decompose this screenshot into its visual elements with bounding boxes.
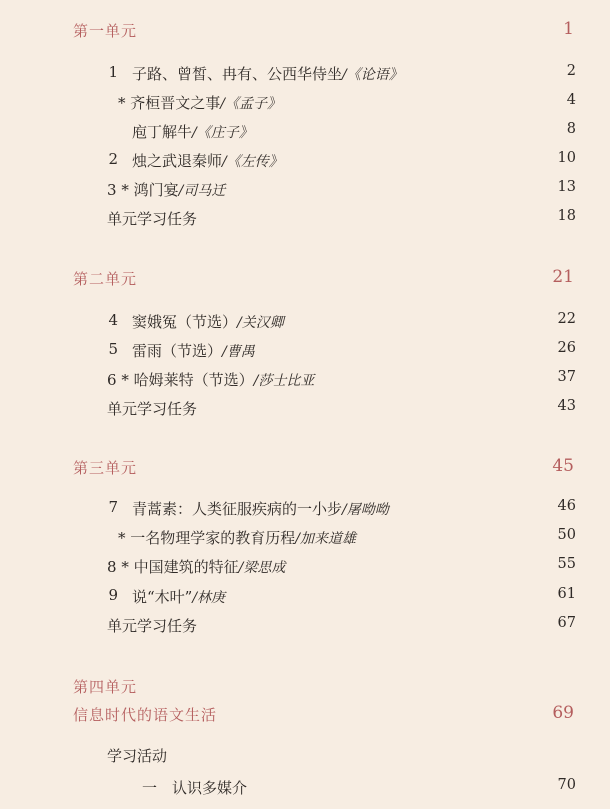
toc-entry[interactable] [0, 527, 610, 549]
entry-author: /曹禺 [222, 344, 255, 360]
entry-page: 46 [557, 498, 576, 514]
entry-page: 18 [557, 208, 576, 224]
entry-title: 单元学习任务 [107, 617, 198, 635]
entry-author: /加来道雄 [295, 531, 357, 547]
entry-number: 7 [108, 498, 118, 516]
entry-page: 43 [557, 398, 576, 414]
entry-page: 61 [557, 586, 576, 602]
unit-4-subtitle: 信息时代的语文生活 [73, 706, 218, 724]
toc-entry[interactable] [0, 340, 610, 362]
entry-title: 说“木叶” [132, 588, 193, 606]
toc-entry-unit-task[interactable] [0, 208, 610, 230]
toc-entry[interactable] [0, 369, 610, 391]
unit-1-title: 第一单元 [73, 22, 138, 40]
entry-title: 中国建筑的特征 [133, 558, 239, 576]
entry-author: /《孟子》 [220, 96, 282, 112]
entry-title: 雷雨（节选） [132, 342, 223, 360]
entry-number: 6 [107, 371, 117, 389]
entry-title: 庖丁解牛 [132, 123, 193, 141]
entry-number: 9 [108, 586, 118, 604]
entry-page: 50 [557, 527, 576, 543]
entry-title: 窦娥冤（节选） [132, 313, 238, 331]
unit-4-title: 第四单元 [73, 678, 138, 696]
entry-title: 烛之武退秦师 [132, 152, 223, 170]
entry-author: /梁思成 [238, 560, 286, 576]
star-marker: * [116, 181, 134, 199]
entry-author: /林庚 [192, 590, 226, 606]
star-marker: * [116, 371, 134, 389]
entry-author: /莎士比亚 [253, 373, 315, 389]
entry-page: 37 [557, 369, 576, 385]
toc-entry[interactable] [0, 92, 610, 114]
entry-page: 8 [566, 121, 576, 137]
entry-title: 认识多媒介 [172, 779, 248, 797]
entry-number: 8 [107, 558, 117, 576]
entry-page: 2 [566, 63, 576, 79]
entry-page: 26 [557, 340, 576, 356]
entry-title: 哈姆莱特（节选） [133, 371, 254, 389]
entry-title: 青蒿素：人类征服疾病的一小步 [132, 500, 343, 518]
entry-title: 鸿门宴 [133, 181, 179, 199]
entry-page: 22 [557, 311, 576, 327]
toc-entry[interactable] [0, 311, 610, 333]
entry-title: 齐桓晋文之事 [130, 94, 221, 112]
star-marker: * [118, 529, 131, 547]
entry-page: 70 [557, 777, 576, 793]
entry-title: 一名物理学家的教育历程 [130, 529, 296, 547]
entry-author: /《庄子》 [192, 125, 253, 141]
entry-number: 4 [108, 311, 118, 329]
entry-page: 13 [557, 179, 576, 195]
entry-author: /司马迁 [178, 183, 226, 199]
entry-page: 67 [557, 615, 576, 631]
star-marker: * [116, 558, 134, 576]
entry-page: 4 [566, 92, 576, 108]
toc-entry[interactable] [0, 63, 610, 85]
unit-2-title: 第二单元 [73, 270, 138, 288]
entry-number: 1 [108, 63, 118, 81]
entry-author: /《左传》 [222, 154, 283, 170]
entry-title: 单元学习任务 [107, 400, 198, 418]
unit-4-page: 69 [552, 703, 574, 723]
toc-entry[interactable] [0, 150, 610, 172]
activity-heading [0, 745, 610, 767]
entry-author: /关汉卿 [237, 315, 284, 331]
entry-page: 55 [557, 556, 576, 572]
entry-number: 3 [107, 181, 117, 199]
entry-number: 一 [142, 779, 158, 797]
entry-page: 10 [557, 150, 576, 166]
unit-3-title: 第三单元 [73, 459, 138, 477]
toc-entry[interactable] [0, 586, 610, 608]
entry-author: /屠呦呦 [342, 502, 389, 518]
toc-entry[interactable] [0, 179, 610, 201]
unit-1-page: 1 [563, 19, 574, 39]
entry-author: /《论语》 [342, 67, 403, 83]
toc-entry[interactable] [0, 498, 610, 520]
activity-label: 学习活动 [107, 747, 168, 765]
entry-title: 子路、曾皙、冉有、公西华侍坐 [132, 65, 343, 83]
toc-entry-unit-task[interactable] [0, 398, 610, 420]
toc-entry-unit-task[interactable] [0, 615, 610, 637]
unit-3-page: 45 [552, 456, 574, 476]
star-marker: * [118, 94, 131, 112]
entry-number: 2 [108, 150, 118, 168]
entry-number: 5 [108, 340, 118, 358]
entry-title: 单元学习任务 [107, 210, 198, 228]
unit-2-page: 21 [552, 267, 574, 287]
toc-entry[interactable] [0, 556, 610, 578]
toc-entry[interactable] [0, 777, 610, 799]
toc-entry[interactable] [0, 121, 610, 143]
